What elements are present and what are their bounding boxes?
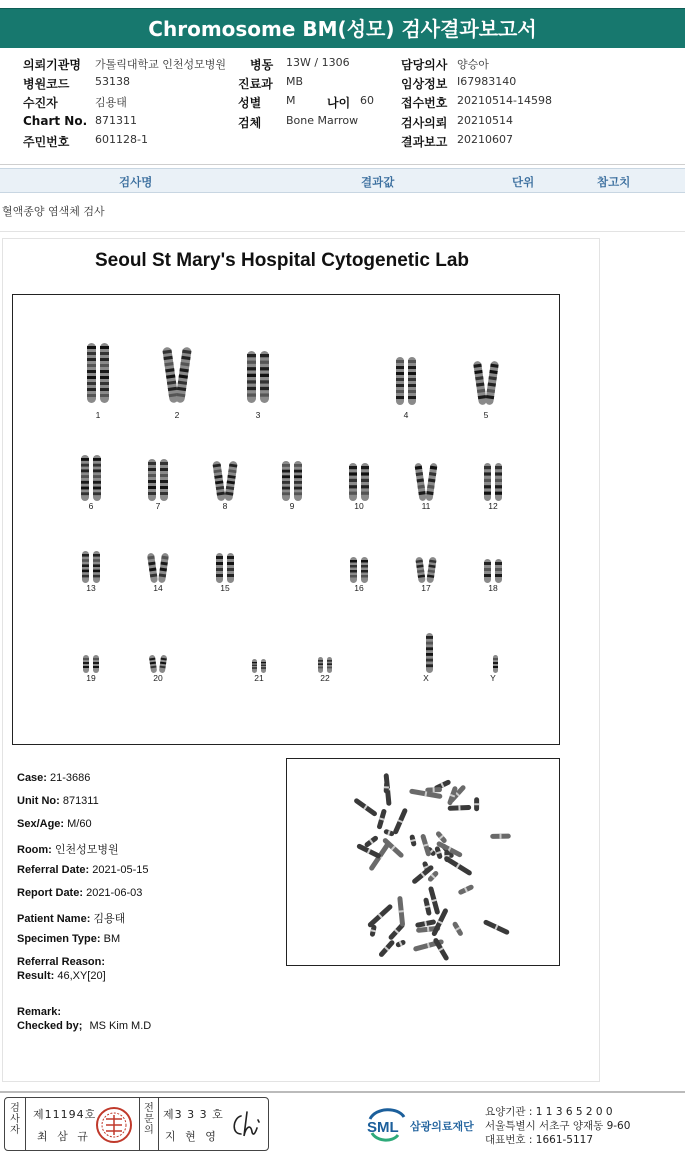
signature-box: [4, 1097, 269, 1151]
metaphase-chromosome: [443, 855, 473, 876]
specialist-name: 지 현 영: [165, 1130, 219, 1143]
unit-value: 871311: [62, 795, 99, 807]
chromosome-12: [495, 463, 502, 501]
chromosome-label-21: 21: [254, 673, 264, 683]
chromosome-17: [415, 557, 426, 584]
chromosome-label-10: 10: [354, 501, 364, 511]
chromosome-label-14: 14: [153, 583, 163, 593]
unit-line: [17, 795, 99, 807]
chromosome-13: [82, 551, 89, 583]
divider: [0, 164, 685, 165]
metaphase-spread: [287, 759, 559, 965]
chromosome-11: [425, 463, 437, 502]
remark-label: Remark:: [17, 1006, 62, 1018]
chromosome-20: [159, 655, 167, 674]
sex-label: 성별: [238, 96, 262, 110]
case-line: [17, 772, 90, 784]
ward-label: 병동: [250, 58, 274, 72]
results-column-header: [0, 168, 685, 193]
chromosome-label-17: 17: [421, 583, 431, 593]
chromosome-10: [361, 463, 369, 501]
report-date-value: 2021-06-03: [86, 887, 143, 899]
examinee-value: 김용태: [95, 96, 127, 109]
metaphase-chromosome: [364, 835, 379, 848]
column-reference: 참고치: [597, 175, 631, 189]
room-line: [17, 841, 119, 857]
result-value: 46,XY[20]: [57, 970, 106, 982]
info-row-3: [0, 94, 685, 113]
institution-address: 서울특별시 서초구 양재동 9-60: [485, 1120, 631, 1132]
chromosome-5: [473, 361, 487, 406]
chromosome-label-13: 13: [86, 583, 96, 593]
metaphase-chromosome: [452, 921, 464, 937]
info-row-5: [0, 133, 685, 152]
dept-label: 진료과: [238, 77, 273, 91]
chromosome-21: [252, 659, 257, 673]
chromosome-5: [485, 361, 499, 406]
sml-logo-icon: [364, 1103, 410, 1143]
chromosome-18: [495, 559, 502, 583]
report-date-label: Report Date:: [17, 887, 84, 899]
remark-line: [17, 1006, 61, 1018]
divider: [25, 1098, 26, 1150]
metaphase-chromosome: [384, 781, 390, 793]
chromosome-label-2: 2: [174, 410, 180, 420]
metaphase-chromosome: [423, 897, 432, 916]
column-result: 결과값: [361, 175, 395, 189]
clinical-info-value: I67983140: [457, 75, 517, 88]
referral-date-line: [17, 864, 148, 876]
chromosome-4: [396, 357, 404, 405]
specimen-type-value: BM: [103, 933, 121, 945]
metaphase-chromosome: [383, 829, 395, 837]
age-label: 나이: [327, 96, 351, 110]
chromosome-13: [93, 551, 100, 583]
chromosome-3: [260, 351, 269, 403]
chromosome-14: [158, 553, 169, 584]
chromosome-label-9: 9: [289, 501, 295, 511]
specimen-type-label: Specimen Type:: [17, 933, 101, 945]
lab-title: Seoul St Mary's Hospital Cytogenetic Lab: [94, 250, 470, 271]
chromosome-21: [261, 659, 266, 673]
seal-stamp-icon: [95, 1106, 133, 1144]
chromosome-label-3: 3: [255, 410, 261, 420]
chromosome-6: [93, 455, 101, 501]
signature-icon: [227, 1108, 265, 1142]
chromosome-16: [350, 557, 357, 583]
metaphase-chromosome: [411, 864, 434, 884]
sexage-label: Sex/Age:: [17, 818, 65, 830]
specialist-license: 제3 3 3 호: [163, 1108, 224, 1121]
specialist-vertical-label: [142, 1103, 156, 1136]
metaphase-chromosome: [378, 939, 396, 958]
chromosome-label-12: 12: [488, 501, 498, 511]
chromosome-18: [484, 559, 491, 583]
metaphase-chromosome: [420, 833, 431, 856]
case-label: Case:: [17, 772, 47, 784]
chromosome-16: [361, 557, 368, 583]
chromosome-3: [247, 351, 256, 403]
chromosome-14: [147, 553, 158, 584]
report-date-label: 결과보고: [401, 135, 448, 149]
report-title: Chromosome BM(성모) 검사결과보고서: [0, 8, 685, 48]
ward-value: 13W / 1306: [286, 56, 350, 69]
chromosome-6: [81, 455, 89, 501]
receipt-no-value: 20210514-14598: [457, 94, 552, 107]
case-value: 21-3686: [50, 772, 91, 784]
info-row-1: [0, 56, 685, 75]
divider: [158, 1098, 159, 1150]
chromosome-label-20: 20: [153, 673, 163, 683]
specimen-type-line: [17, 933, 120, 945]
chromosome-10: [349, 463, 357, 501]
referral-date-label: Referral Date:: [17, 864, 90, 876]
examinee-label: 수진자: [23, 96, 58, 110]
rrn-label: 주민번호: [23, 135, 70, 149]
metaphase-chromosome: [474, 797, 479, 811]
hospital-code-label: 병원코드: [23, 77, 70, 91]
chromosome-label-22: 22: [320, 673, 330, 683]
chromosome-label-4: 4: [403, 410, 409, 420]
chromosome-label-X: X: [423, 673, 429, 683]
chromosome-label-1: 1: [95, 410, 101, 420]
chromosome-19: [83, 655, 89, 673]
chromosome-1: [87, 343, 96, 403]
sex-value: M: [286, 94, 296, 107]
chromosome-4: [408, 357, 416, 405]
chromosome-label-15: 15: [220, 583, 230, 593]
unit-label: Unit No:: [17, 795, 60, 807]
chromosome-20: [149, 655, 157, 674]
chromosome-7: [160, 459, 168, 501]
rrn-value: 601128-1: [95, 133, 148, 146]
metaphase-chromosome: [392, 807, 408, 834]
doctor-value: 양승아: [457, 58, 489, 71]
institution-phone: 대표번호 : 1661-5117: [485, 1134, 594, 1146]
hospital-code-value: 53138: [95, 75, 130, 88]
chromosome-11: [414, 463, 426, 502]
test-name: 혈액종양 염색체 검사: [2, 205, 105, 218]
karyogram: [13, 295, 559, 744]
divider: [139, 1098, 140, 1150]
metaphase-chromosome: [395, 939, 406, 948]
metaphase-chromosome: [435, 830, 448, 844]
metaphase-chromosome: [483, 919, 510, 935]
chromosome-label-16: 16: [354, 583, 364, 593]
chromosome-label-7: 7: [155, 501, 161, 511]
patient-name-line: [17, 910, 125, 926]
column-test-name: 검사명: [119, 175, 153, 189]
metaphase-chromosome: [457, 884, 474, 896]
report-date-line: [17, 887, 142, 899]
report-date-value: 20210607: [457, 133, 513, 146]
referral-date-value: 2021-05-15: [92, 864, 149, 876]
checked-by-line: [17, 1020, 151, 1032]
receipt-no-label: 접수번호: [401, 96, 448, 110]
checked-by-value: MS Kim M.D: [89, 1020, 152, 1032]
metaphase-chromosome: [490, 834, 511, 839]
chart-no-value: 871311: [95, 114, 137, 127]
metaphase-chromosome: [367, 903, 394, 928]
chromosome-12: [484, 463, 491, 501]
chromosome-22: [327, 657, 332, 673]
chromosome-label-6: 6: [88, 501, 94, 511]
chromosome-9: [282, 461, 290, 501]
ordering-org-label: 의뢰기관명: [23, 58, 81, 72]
chromosome-9: [294, 461, 302, 501]
chromosome-label-19: 19: [86, 673, 96, 683]
inspector-name: 최 삼 규: [37, 1130, 91, 1143]
sexage-value: M/60: [67, 818, 92, 830]
dept-value: MB: [286, 75, 304, 88]
chart-no-label: Chart No.: [23, 114, 88, 128]
chromosome-label-18: 18: [488, 583, 498, 593]
room-label: Room:: [17, 844, 52, 856]
institution-info: [485, 1105, 630, 1147]
chromosome-Y: [493, 655, 498, 673]
sml-logo-text: SML: [367, 1119, 399, 1136]
referral-reason-line: [17, 956, 105, 968]
karyotype-panel: [12, 294, 560, 745]
chromosome-19: [93, 655, 99, 673]
room-value: 인천성모병원: [54, 844, 119, 856]
patient-name-label: Patient Name:: [17, 913, 91, 925]
chromosome-2: [175, 347, 192, 404]
chromosome-8: [224, 461, 237, 502]
clinical-info-label: 임상정보: [401, 77, 448, 91]
chromosome-22: [318, 657, 323, 673]
chromosome-label-8: 8: [222, 501, 228, 511]
metaphase-chromosome: [376, 808, 387, 829]
care-institution-no: 요양기관 : 1 1 3 6 5 2 0 0: [485, 1106, 613, 1118]
chromosome-15: [216, 553, 223, 583]
sexage-line: [17, 818, 92, 830]
age-value: 60: [360, 94, 374, 107]
result-line: [17, 970, 106, 982]
chromosome-17: [426, 557, 437, 584]
metaphase-chromosome: [409, 834, 417, 847]
ordering-org-value: 가톨릭대학교 인천성모병원: [95, 58, 227, 71]
chromosome-15: [227, 553, 234, 583]
metaphase-chromosome: [448, 805, 472, 811]
chromosome-1: [100, 343, 109, 403]
patient-info-grid: [0, 52, 685, 164]
chromosome-X: [426, 633, 433, 673]
metaphase-chromosome: [397, 896, 405, 927]
chromosome-7: [148, 459, 156, 501]
doctor-label: 담당의사: [401, 58, 448, 72]
chromosome-8: [212, 461, 225, 502]
footer-divider: [0, 1091, 685, 1093]
info-row-2: [0, 75, 685, 94]
specimen-value: Bone Marrow: [286, 114, 359, 127]
chromosome-label-Y: Y: [490, 673, 496, 683]
result-label: Result:: [17, 970, 55, 982]
request-date-label: 검사의뢰: [401, 116, 448, 130]
inspector-license: 제11194호: [33, 1108, 97, 1121]
request-date-value: 20210514: [457, 114, 513, 127]
referral-reason-label: Referral Reason:: [17, 956, 106, 968]
inspector-vertical-label: [8, 1103, 22, 1136]
metaphase-panel: [286, 758, 560, 966]
chromosome-label-5: 5: [483, 410, 489, 420]
column-unit: 단위: [512, 175, 535, 189]
specimen-label: 검체: [238, 116, 262, 130]
metaphase-chromosome: [353, 797, 378, 817]
divider: [0, 231, 685, 232]
specialist-label: 전 문 의: [144, 1103, 154, 1136]
patient-name-value: 김용태: [93, 913, 126, 925]
chromosome-label-11: 11: [421, 501, 431, 511]
info-row-4: [0, 114, 685, 133]
inspector-label: 검 사 자: [10, 1103, 20, 1136]
organization-name: 삼광의료재단: [410, 1120, 474, 1133]
checked-by-label: Checked by;: [17, 1020, 83, 1032]
